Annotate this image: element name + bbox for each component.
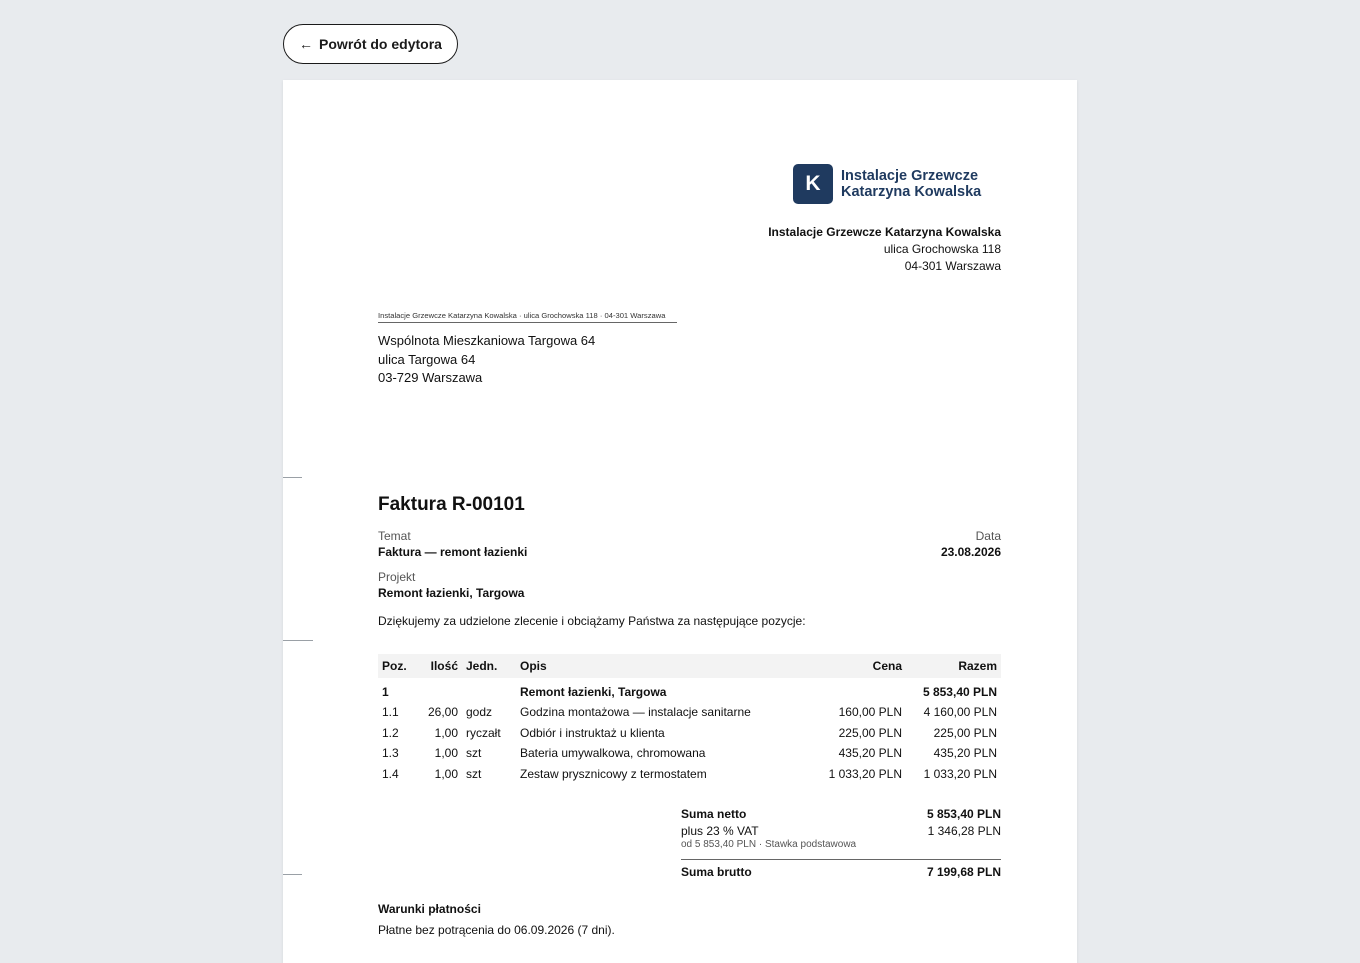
company-logo [793, 164, 981, 204]
subject-value: Faktura — remont łazienki [378, 545, 528, 559]
invoice-title: Faktura R-00101 [378, 494, 525, 515]
cell-desc: Odbiór i instruktaż u klienta [520, 725, 665, 740]
cell-total: 435,20 PLN [933, 746, 997, 761]
col-qty: Ilość [430, 659, 458, 673]
cell-desc: Remont łazienki, Targowa [520, 685, 667, 699]
table-row [378, 764, 1001, 785]
date-label: Data [975, 529, 1001, 543]
project-label: Projekt [378, 570, 416, 584]
cell-qty: 1,00 [434, 746, 458, 761]
cell-unit: szt [466, 746, 482, 761]
col-desc: Opis [520, 659, 547, 673]
vat-row [681, 822, 1001, 839]
vat-note: od 5 853,40 PLN · Stawka podstawowa [681, 839, 857, 850]
payment-terms-title: Warunki płatności [378, 902, 481, 916]
cell-total: 5 853,40 PLN [922, 685, 997, 699]
line-items-table [378, 654, 1001, 784]
gross-total-row [681, 863, 1001, 880]
recipient-name: Wspólnota Mieszkaniowa Targowa 64 [378, 333, 596, 348]
cell-pos: 1.1 [382, 705, 399, 720]
subject-block [378, 528, 527, 560]
col-price: Cena [872, 659, 902, 673]
cell-total: 225,00 PLN [933, 725, 997, 740]
cell-pos: 1.2 [382, 725, 399, 740]
cell-unit [462, 678, 516, 702]
table-header-row [378, 654, 1001, 678]
project-value: Remont łazienki, Targowa [378, 586, 525, 600]
project-block [378, 569, 524, 601]
cell-qty: 1,00 [434, 767, 458, 782]
logo-line-1: Instalacje Grzewcze [841, 168, 979, 184]
fold-mark [283, 477, 302, 478]
recipient-city: 03-729 Warszawa [378, 370, 483, 385]
cell-unit: szt [466, 767, 482, 782]
totals-block [681, 805, 1001, 880]
cell-total: 1 033,20 PLN [923, 767, 997, 782]
cell-price: 1 033,20 PLN [828, 767, 902, 782]
gross-total-value: 7 199,68 PLN [926, 864, 1001, 879]
cell-pos: 1.4 [382, 767, 399, 782]
cell-desc: Godzina montażowa — instalacje sanitarne [520, 705, 751, 720]
payment-terms-text: Płatne bez potrącenia do 06.09.2026 (7 dni). [378, 923, 615, 937]
vat-label: plus 23 % VAT [681, 823, 759, 838]
intro-text: Dziękujemy za udzielone zlecenie i obciążamy Państwa za następujące pozycje: [378, 614, 806, 628]
invoice-page [283, 80, 1077, 963]
cell-price: 435,20 PLN [838, 746, 902, 761]
col-pos: Poz. [382, 659, 407, 673]
net-total-value: 5 853,40 PLN [926, 806, 1001, 821]
sender-city: 04-301 Warszawa [904, 259, 1001, 273]
table-row [378, 702, 1001, 723]
cell-total: 4 160,00 PLN [923, 705, 997, 720]
date-value: 23.08.2026 [940, 545, 1001, 559]
recipient-street: ulica Targowa 64 [378, 351, 476, 367]
cell-desc: Bateria umywalkowa, chromowana [520, 746, 706, 761]
cell-desc: Zestaw prysznicowy z termostatem [520, 767, 707, 782]
net-total-label: Suma netto [681, 806, 747, 821]
sender-name: Instalacje Grzewcze Katarzyna Kowalska [768, 225, 1001, 239]
arrow-left-icon: ← [299, 36, 314, 52]
cell-qty [416, 678, 462, 702]
cell-pos: 1.3 [382, 746, 399, 761]
cell-unit: ryczałt [466, 725, 501, 740]
totals-divider [681, 859, 1001, 860]
punch-mark [283, 640, 313, 641]
back-button-label: Powrót do edytora [319, 36, 442, 52]
fold-mark [283, 874, 302, 875]
logo-text [841, 168, 981, 200]
net-total-row [681, 805, 1001, 822]
col-unit: Jedn. [466, 659, 498, 673]
vat-value: 1 346,28 PLN [927, 823, 1001, 838]
table-row [378, 743, 1001, 764]
back-to-editor-button[interactable] [283, 24, 458, 64]
sender-address [768, 224, 1001, 275]
date-block [941, 528, 1001, 560]
table-row [378, 723, 1001, 744]
logo-mark: K [793, 164, 833, 204]
return-address-line: Instalacje Grzewcze Katarzyna Kowalska · ulica Grochowska 118 · 04-301 Warszawa [378, 311, 677, 323]
cell-qty: 26,00 [427, 705, 458, 720]
recipient-address [378, 332, 595, 388]
cell-unit: godz [466, 705, 493, 720]
subject-label: Temat [378, 529, 411, 543]
cell-price: 225,00 PLN [838, 725, 902, 740]
col-total: Razem [958, 659, 997, 673]
cell-qty: 1,00 [434, 725, 458, 740]
cell-pos: 1 [382, 685, 389, 699]
sender-street: ulica Grochowska 118 [883, 242, 1001, 256]
gross-total-label: Suma brutto [681, 864, 752, 879]
table-row [378, 678, 1001, 702]
logo-line-2: Katarzyna Kowalska [841, 184, 982, 200]
cell-price: 160,00 PLN [838, 705, 902, 720]
cell-price [816, 678, 906, 702]
